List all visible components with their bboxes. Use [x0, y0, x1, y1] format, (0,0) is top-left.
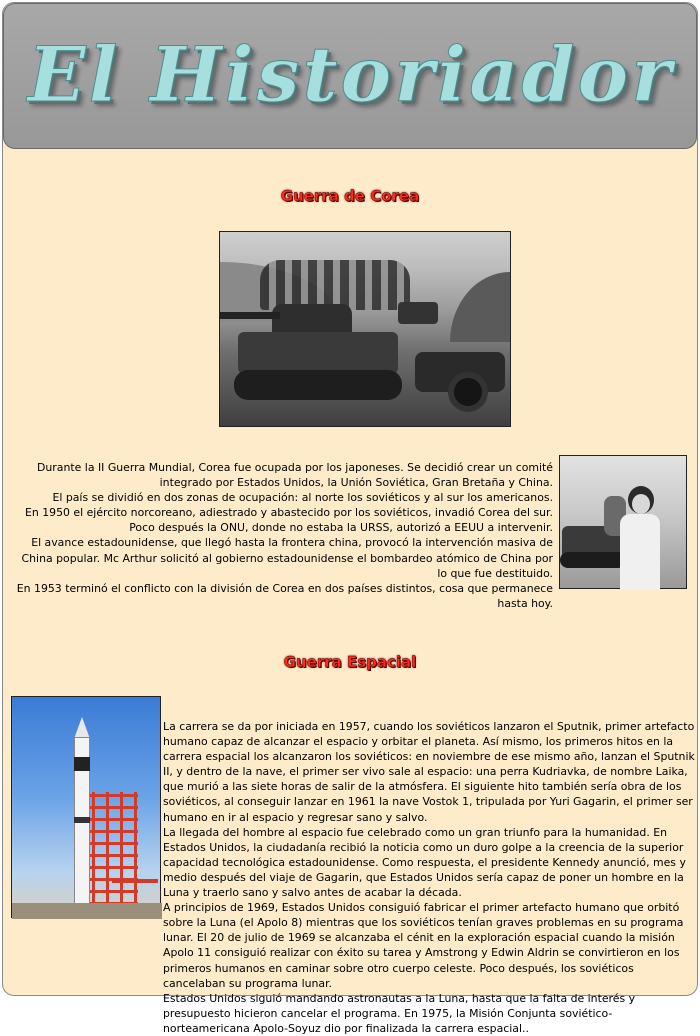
section-title-space: Guerra Espacial [283, 653, 417, 671]
korea-article-text [11, 460, 553, 611]
korea-paragraph: En 1950 el ejército norcoreano, adiestrado y abastecido por los soviéticos, invadió Corea del sur. Poco después la ONU, donde no estaba la URSS, autorizó a EEUU a intervenir. [24, 506, 553, 535]
space-paragraph: La carrera se da por iniciada en 1957, cuando los soviéticos lanzaron el Sputnik, primer artefacto humano capaz de alcanzar el espacio y orbitar el planeta. Así mismo, los primeros hitos en la carrera espacial los alcanzaron los soviéticos: en noviembre de ese mismo año, lanzan el Sputnik II, y dentro de la nave, el primer ser vivo sale al espacio: una perra Kudriavka, de nombre Laika, que murió a las siete horas de salir de la atmósfera. El siguiente hito también sería obra de los soviéticos, al conseguir lanzar en 1961 la nave Vostok 1, tripulada por Yuri Gagarin, el primer ser humano en ir al espacio y regresar sano y salvo. [163, 720, 695, 824]
photo-distant-tank [398, 302, 438, 324]
photo-soldiers [260, 260, 410, 310]
photo-rocket-band [74, 757, 90, 771]
section-title-korea: Guerra de Corea [280, 187, 420, 205]
photo-hill [450, 272, 510, 342]
masthead [3, 3, 697, 149]
photo-girl-body [620, 514, 660, 590]
space-paragraph: La llegada del hombre al espacio fue celebrado como un gran triunfo para la humanidad. En Estados Unidos, la ciudadanía recibió la noticia como un duro golpe a la creencia de la superior capacidad tecnológica estadounidense. Como respuesta, el presidente Kennedy anunció, mes y medio después del viaje de Gagarin, que Estados Unidos sería capaz de poner un hombre en la Luna y traerlo sano y salvo antes de acabar la década. [163, 825, 686, 900]
korea-paragraph: En 1953 terminó el conflicto con la división de Corea en dos países distintos, cosa que permanece hasta hoy. [16, 581, 553, 610]
newspaper-page [2, 2, 698, 1035]
space-article-text [163, 719, 697, 1036]
photo-tank-tread [560, 552, 626, 568]
photo-girl-face [632, 494, 650, 514]
space-paragraph: A principios de 1969, Estados Unidos consiguió fabricar el primer artefacto humano que orbitó sobre la Luna (el Apolo 8) mientras que los soviéticos tenían graves problemas en su programa lunar. El 20 de julio de 1969 se alcanzaba el cénit en la exploración espacial cuando la misión Apolo 11 consiguió realizar con éxito su tarea y Amstrong y Edwin Aldrin se convirtieron en los primeros humanos en caminar sobre otro cuerpo celeste. Poco después, los soviéticos cancelaban su programa lunar. [163, 901, 684, 990]
photo-jeep-wheel [448, 372, 488, 412]
photo-rocket-band [74, 817, 90, 823]
photo-tank-body [238, 332, 398, 374]
korean-war-tanks-photo [219, 231, 511, 427]
korea-paragraph: Durante la II Guerra Mundial, Corea fue ocupada por los japoneses. Se decidió crear un comité integrado por Estados Unidos, la Unión Soviética, Gran Bretaña y China. [37, 461, 553, 490]
photo-ground [12, 903, 162, 919]
photo-tank-gun [220, 312, 280, 319]
masthead-title: El Historiador [27, 30, 675, 119]
photo-rocket-nose [74, 717, 90, 739]
photo-tank-tread [234, 370, 402, 400]
korea-paragraph: El avance estadounidense, que llegó hasta la frontera china, provocó la intervención masiva de China popular. Mc Arthur solicitó al gobierno estadounidense el bombardeo atómico de China por lo que fue destituido. [21, 536, 553, 580]
korean-girl-photo [559, 455, 687, 589]
rocket-launch-photo [11, 696, 161, 918]
korea-paragraph: El país se dividió en dos zonas de ocupación: al norte los soviéticos y al sur los americanos. [52, 491, 553, 505]
photo-tower-arm [112, 879, 158, 883]
space-paragraph: Estados Unidos siguió mandando astronautas a la Luna, hasta que la falta de interés y presupuesto hicieron cancelar el programa. En 1975, la Misión Conjunta soviético-norteamericana Apolo-Soyuz dio por finalizada la carrera espacial.. [163, 991, 636, 1035]
